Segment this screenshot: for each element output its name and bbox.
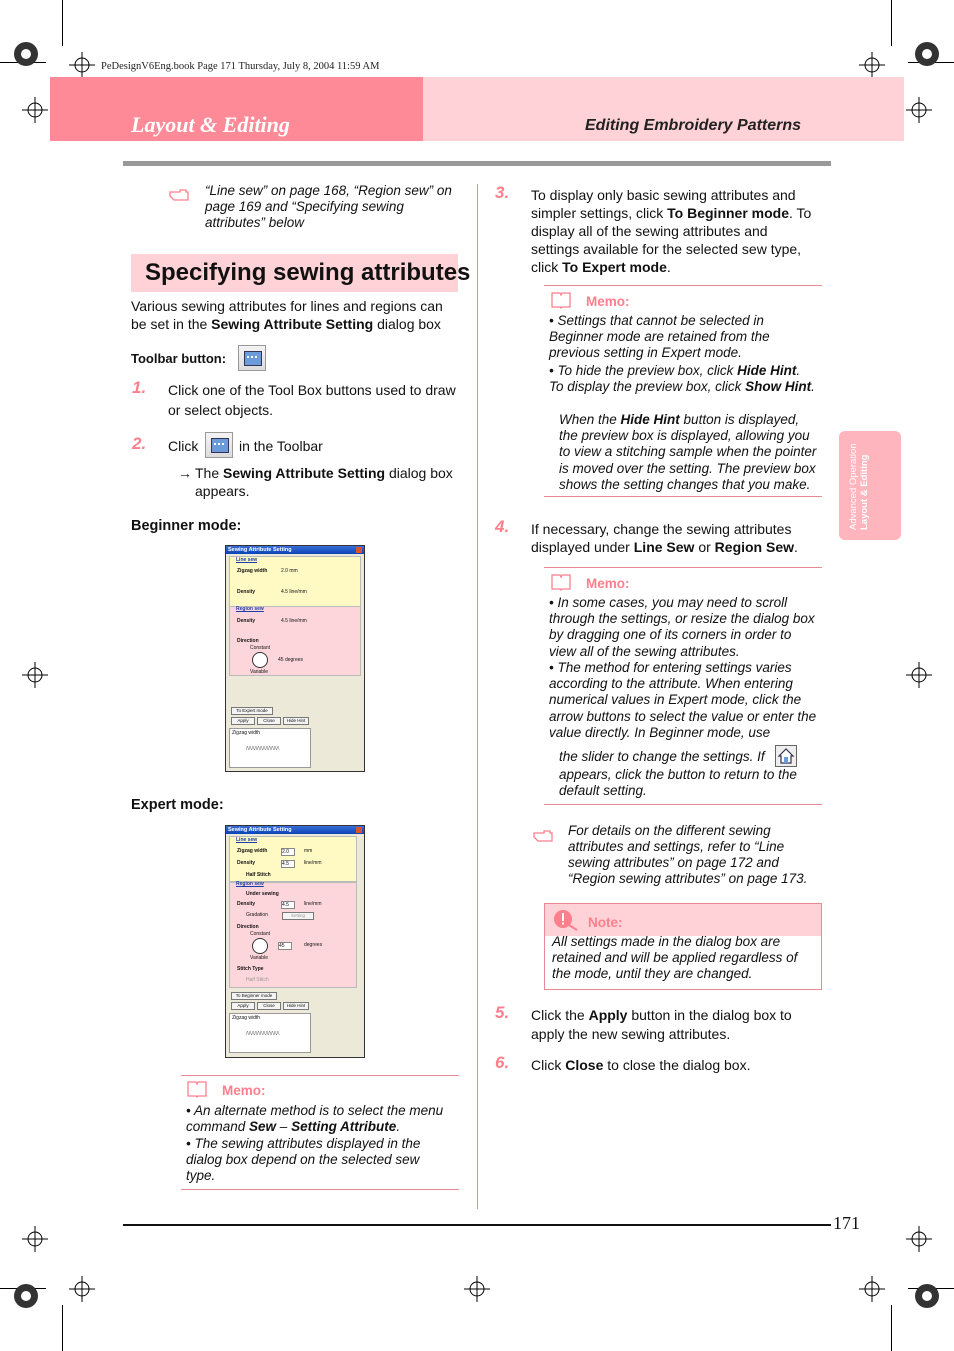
crosshair-icon (69, 52, 95, 78)
house-icon (776, 746, 796, 766)
book-icon (550, 573, 572, 591)
crosshair-icon (859, 52, 885, 78)
memo-continuation: the slider to change the settings. If (559, 749, 765, 764)
gradation-option: Gradation (246, 912, 268, 918)
step-3-text: To display only basic sewing attributes and simpler settings, click To Beginner mode. To display all of the sewing attributes and settings available for the selected sew type, click To Expert mode. (531, 187, 812, 275)
registration-target-icon (13, 1283, 39, 1309)
step-2-arrow: → (178, 465, 192, 481)
direction-dial-icon (252, 938, 268, 954)
zigzag-sample: /\/\/\/\/\/\/\/\/\/\/\/\ (246, 746, 280, 752)
setting-button: Setting (282, 912, 314, 920)
density-label-2: Density (237, 618, 256, 624)
apply-button: Apply (231, 1002, 255, 1010)
header-rule (123, 161, 831, 166)
memo-item: • To hide the preview box, click Hide Hint. To display the preview box, click Show Hint. (549, 363, 815, 395)
step-number: 2. (132, 434, 147, 453)
memo-top-rule (544, 567, 822, 568)
memo-item: • The sewing attributes displayed in the dialog box depend on the selected sew type. (186, 1136, 421, 1184)
pointing-hand-icon (168, 186, 190, 204)
density-label: Density (237, 860, 256, 866)
cross-reference: “Line sew” on page 168, “Region sew” on page 169 and “Specifying sewing attributes” below (205, 183, 452, 230)
line-sew-label: Line sew (236, 557, 258, 563)
density-unit-2: line/mm (304, 901, 322, 907)
section-title: Editing Embroidery Patterns (585, 117, 802, 134)
step-5-text: Click the Apply button in the dialog box to apply the new sewing attributes. (531, 1007, 792, 1042)
memo-item: • In some cases, you may need to scroll through the settings, or resize the dialog box by dragging one of its corners in order to view all of the sewing attributes. (549, 595, 815, 659)
memo-top-rule (181, 1075, 459, 1076)
side-tab-text (848, 430, 878, 530)
memo-top-rule (544, 285, 822, 286)
note-text: All settings made in the dialog box are retained and will be applied regardless of the mode, until they are changed. (552, 934, 798, 982)
zigzag-label: Zigzag width (237, 568, 268, 574)
dialog-title: Sewing Attribute Setting (226, 546, 364, 554)
region-sew-label: Region sew (236, 606, 264, 612)
density-label-2: Density (237, 901, 256, 907)
warning-icon (553, 909, 579, 931)
memo-item: • The method for entering settings varies according to the attribute. When entering numerical values in Expert mode, click the arrow buttons to select the value or enter the value directly. In Beginner mode, use (549, 660, 817, 740)
crop-mark (62, 1305, 63, 1351)
close-button: Close (257, 1002, 281, 1010)
registration-target-icon (914, 1283, 940, 1309)
note-heading: Note: (588, 915, 623, 930)
memo-bottom-rule (544, 804, 822, 805)
half-stitch-option-2: Half Stitch (246, 977, 269, 983)
line-sew-panel (229, 556, 361, 612)
step-2-text: in the Toolbar (239, 438, 323, 454)
step-2-result: The Sewing Attribute Setting dialog box appears. (195, 465, 453, 499)
book-icon (550, 291, 572, 309)
crop-mark (891, 1305, 892, 1351)
density-value-2: 4.5 (281, 901, 295, 909)
density-value: 4.5 (281, 860, 295, 868)
default-reset-icon (775, 745, 797, 767)
sewing-attribute-toolbar-icon (238, 345, 266, 371)
memo-item: • An alternate method is to select the menu command Sew – Setting Attribute. (186, 1103, 444, 1135)
under-sewing-option: Under sewing (246, 891, 279, 897)
crosshair-icon (22, 662, 48, 688)
registration-target-icon (914, 41, 940, 67)
step-number: 6. (495, 1053, 510, 1072)
step-number: 1. (132, 378, 147, 397)
density-value-2: 4.5 line/mm (281, 618, 307, 624)
side-tab-line-2: Layout & Editing (859, 454, 870, 530)
step-6-text: Click Close to close the dialog box. (531, 1057, 751, 1073)
hide-hint-button: Hide Hint (283, 1002, 309, 1010)
close-icon (356, 827, 362, 833)
density-unit: line/mm (304, 860, 322, 866)
page-title: Specifying sewing attributes (145, 259, 471, 286)
crop-mark (62, 0, 63, 46)
book-icon (186, 1080, 208, 1098)
preview-label: Zigzag width (232, 730, 261, 736)
direction-label: Direction (237, 638, 259, 644)
memo-heading: Memo: (586, 576, 630, 591)
apply-button: Apply (231, 717, 255, 725)
chapter-title: Layout & Editing (131, 112, 290, 137)
zigzag-unit: mm (304, 848, 313, 854)
to-beginner-mode-button: To Beginner mode (231, 992, 277, 1000)
to-expert-mode-button: To Expert mode (231, 707, 273, 715)
half-stitch-option: Half Stitch (246, 872, 271, 878)
direction-label: Direction (237, 924, 259, 930)
page-number: 171 (833, 1213, 860, 1233)
column-divider (477, 184, 478, 1209)
crosshair-icon (859, 1276, 885, 1302)
density-label: Density (237, 589, 256, 595)
intro-paragraph: Various sewing attributes for lines and regions can be set in the Sewing Attribute Setting dialog box (131, 298, 443, 332)
footer-rule (123, 1224, 831, 1226)
degrees-value: 45 (278, 942, 292, 950)
region-sew-label: Region sew (236, 881, 264, 887)
close-icon (356, 547, 362, 553)
variable-option: Variable (250, 669, 268, 675)
constant-option: Constant (250, 931, 271, 937)
toolbar-button-label: Toolbar button: (131, 351, 227, 366)
degrees-unit: degrees (304, 942, 323, 948)
cross-reference: For details on the different sewing attributes and settings, refer to “Line sewing attributes” on page 172 and “Region sewing attributes” on page 173. (568, 823, 808, 886)
preview-label: Zigzag width (232, 1015, 261, 1021)
crop-mark (891, 0, 892, 46)
side-tab-line-1: Advanced Operation (848, 443, 859, 530)
sewing-attribute-toolbar-icon (205, 432, 233, 458)
memo-heading: Memo: (222, 1083, 266, 1098)
step-2-click: Click (168, 438, 199, 454)
crosshair-icon (464, 1276, 490, 1302)
step-number: 5. (495, 1003, 510, 1022)
step-number: 3. (495, 183, 510, 202)
degrees-value: 45 degrees (278, 657, 304, 663)
memo-continuation: appears, click the button to return to the default setting. (559, 767, 797, 799)
file-info: PeDesignV6Eng.book Page 171 Thursday, July 8, 2004 11:59 AM (101, 61, 380, 72)
crosshair-icon (22, 1226, 48, 1252)
step-number: 4. (495, 517, 510, 536)
stitch-type-label: Stitch Type (237, 966, 264, 972)
crosshair-icon (906, 1226, 932, 1252)
step-4-text: If necessary, change the sewing attributes displayed under Line Sew or Region Sew. (531, 521, 798, 555)
expert-mode-heading: Expert mode: (131, 797, 224, 813)
direction-dial-icon (252, 652, 268, 668)
density-value: 4.5 line/mm (281, 589, 307, 595)
expert-dialog-screenshot (225, 825, 365, 1058)
memo-continuation: When the Hide Hint button is displayed, the preview box is displayed, allowing you to view a stitching sample when the pointer is moved over the setting. The preview box shows the setting changes that you make. (559, 412, 817, 492)
region-sew-panel (229, 882, 357, 988)
close-button: Close (257, 717, 281, 725)
variable-option: Variable (250, 955, 268, 961)
memo-bottom-rule (544, 496, 822, 497)
zigzag-sample: /\/\/\/\/\/\/\/\/\/\/\/\ (246, 1031, 280, 1037)
zigzag-value: 2.0 (281, 848, 295, 856)
step-1-text: Click one of the Tool Box buttons used to draw or select objects. (168, 382, 456, 418)
registration-target-icon (13, 41, 39, 67)
note-header (545, 904, 821, 936)
beginner-mode-heading: Beginner mode: (131, 518, 242, 534)
hide-hint-button: Hide Hint (283, 717, 309, 725)
memo-bottom-rule (181, 1189, 459, 1190)
crosshair-icon (906, 97, 932, 123)
crosshair-icon (69, 1276, 95, 1302)
crosshair-icon (906, 662, 932, 688)
dialog-title: Sewing Attribute Setting (226, 826, 364, 834)
constant-option: Constant (250, 645, 271, 651)
zigzag-label: Zigzag width (237, 848, 268, 854)
memo-item: • Settings that cannot be selected in Beginner mode are retained from the previous setting in Expert mode. (549, 313, 770, 361)
pointing-hand-icon (532, 827, 554, 845)
crosshair-icon (22, 97, 48, 123)
zigzag-value: 2.0 mm (281, 568, 298, 574)
line-sew-label: Line sew (236, 837, 258, 843)
beginner-dialog-screenshot (225, 545, 365, 772)
memo-heading: Memo: (586, 294, 630, 309)
